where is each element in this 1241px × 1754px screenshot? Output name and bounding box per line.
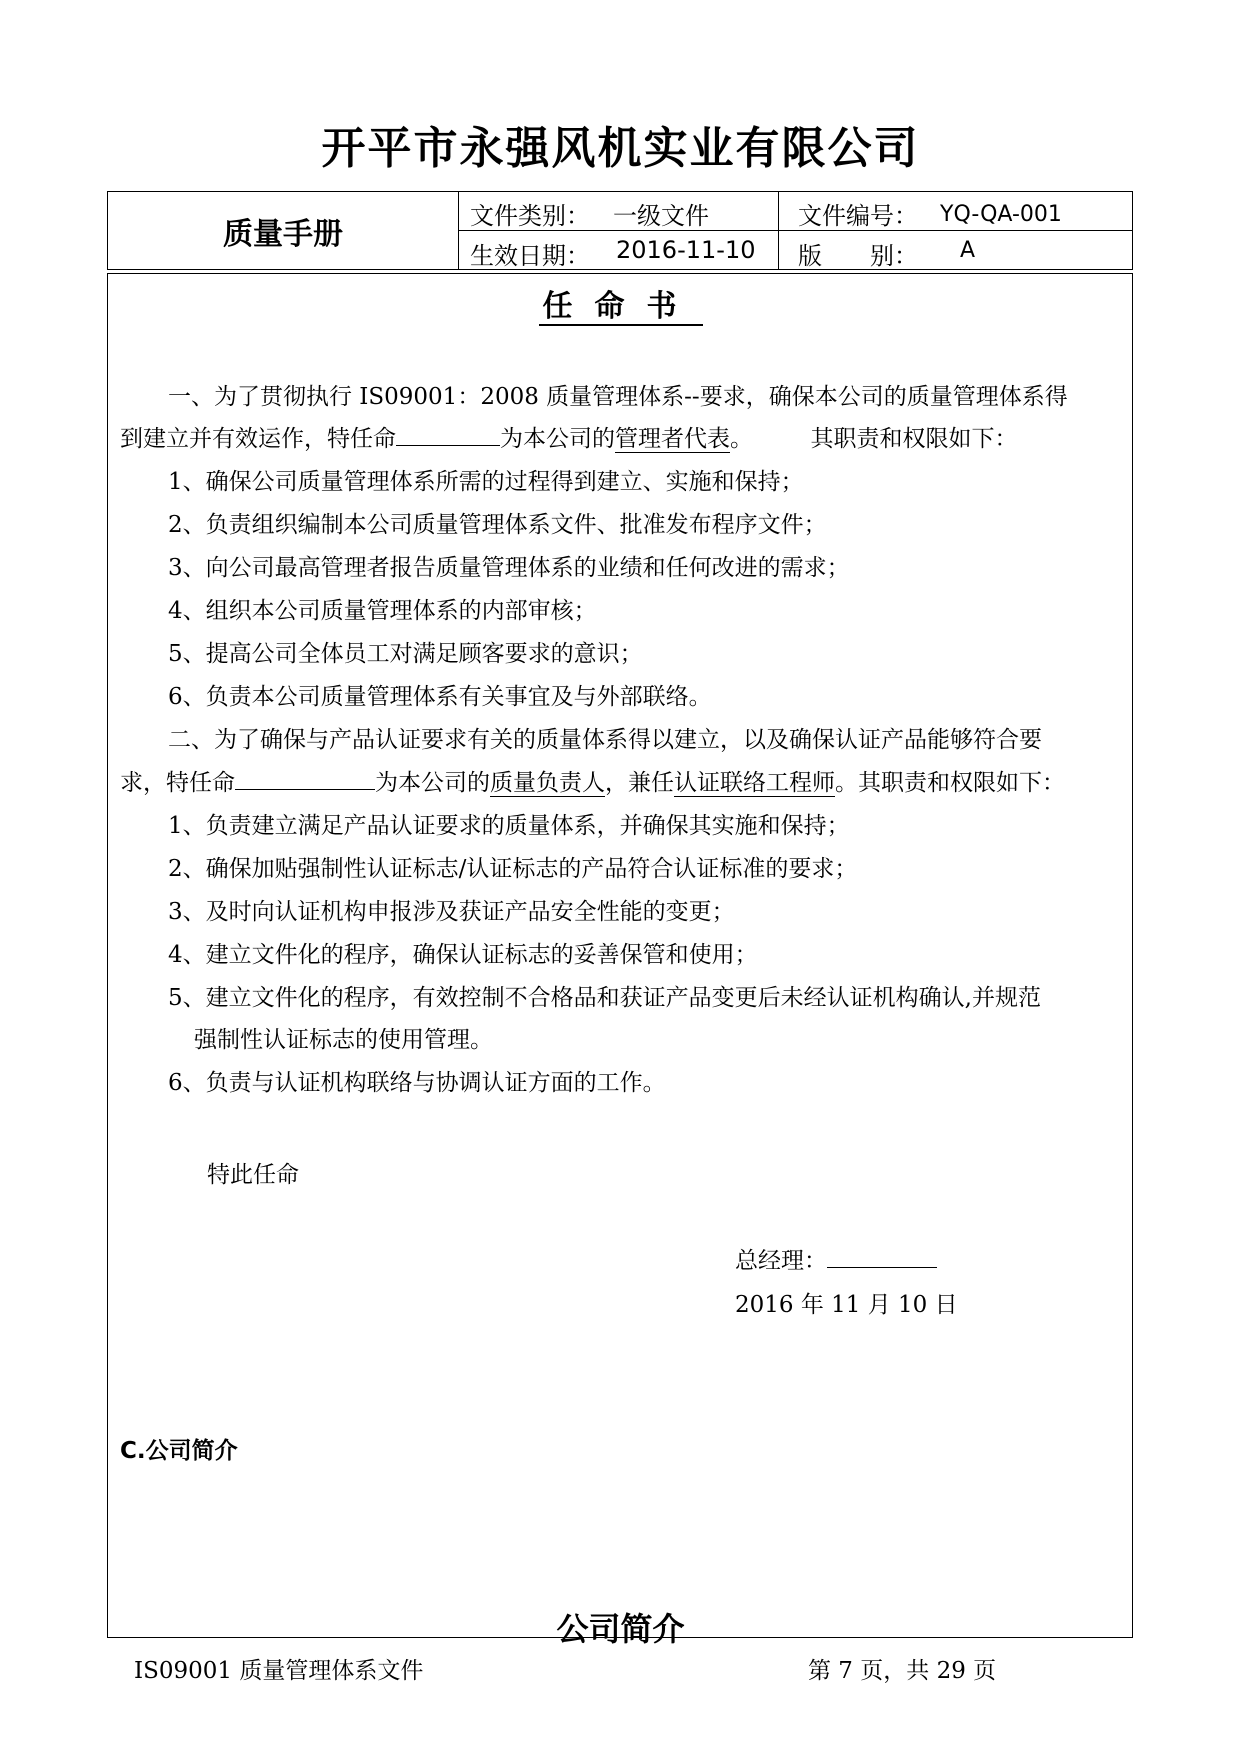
effective-date-label: 生效日期： <box>470 242 590 270</box>
list-item: 5、提高公司全体员工对满足顾客要求的意识； <box>168 641 643 667</box>
company-title: 开平市永强风机实业有限公司 <box>321 123 920 174</box>
category-value: 一级文件 <box>613 202 709 230</box>
list-item: 2、负责组织编制本公司质量管理体系文件、批准发布程序文件； <box>168 512 827 538</box>
signature-date: 2016 年 11 月 10 日 <box>735 1292 958 1318</box>
list-item: 3、及时向认证机构申报涉及获证产品安全性能的变更； <box>168 899 735 925</box>
name-blank <box>235 767 375 790</box>
signature-blank <box>827 1245 937 1268</box>
effective-date-value: 2016-11-10 <box>616 236 756 264</box>
name-blank <box>396 423 500 446</box>
footer-page-number: 第 7 页，共 29 页 <box>808 1658 997 1684</box>
doc-number-value: YQ-QA-001 <box>940 202 1062 227</box>
doc-number-label: 文件编号： <box>798 202 918 230</box>
signature-line: 总经理： <box>735 1242 937 1275</box>
version-label: 版 别： <box>798 242 918 270</box>
category-label: 文件类别： <box>470 202 590 230</box>
list-item: 4、建立文件化的程序，确保认证标志的妥善保管和使用； <box>168 942 758 968</box>
section2-appointment-line: 求，特任命 为本公司的质量负责人，兼任认证联络工程师。其职责和权限如下： <box>120 764 1065 797</box>
section-heading: 公司简介 <box>556 1610 685 1648</box>
header-column-divider <box>778 192 779 269</box>
list-item: 3、向公司最高管理者报告质量管理体系的业绩和任何改进的需求； <box>168 555 850 581</box>
list-item-continuation: 强制性认证标志的使用管理。 <box>194 1027 493 1053</box>
closing-text: 特此任命 <box>207 1162 299 1188</box>
list-item: 6、负责与认证机构联络与协调认证方面的工作。 <box>168 1070 666 1096</box>
list-item: 2、确保加贴强制性认证标志/认证标志的产品符合认证标准的要求； <box>168 856 858 882</box>
list-item: 5、建立文件化的程序，有效控制不合格品和获证产品变更后未经认证机构确认,并规范 <box>168 985 1041 1011</box>
list-item: 4、组织本公司质量管理体系的内部审核； <box>168 598 597 624</box>
section2-intro: 二、为了确保与产品认证要求有关的质量体系得以建立，以及确保认证产品能够符合要 <box>168 727 1042 753</box>
manual-name: 质量手册 <box>108 192 459 269</box>
list-item: 1、确保公司质量管理体系所需的过程得到建立、实施和保持； <box>168 469 804 495</box>
list-item: 1、负责建立满足产品认证要求的质量体系，并确保其实施和保持； <box>168 813 850 839</box>
version-value: A <box>960 238 976 263</box>
list-item: 6、负责本公司质量管理体系有关事宜及与外部联络。 <box>168 684 712 710</box>
footer-document-name: IS09001 质量管理体系文件 <box>134 1658 424 1684</box>
section1-appointment-line: 到建立并有效运作，特任命 为本公司的管理者代表。 其职责和权限如下： <box>120 420 1018 453</box>
document-header-table <box>107 191 1133 270</box>
section1-intro: 一、为了贯彻执行 IS09001：2008 质量管理体系--要求，确保本公司的质量管理体系得 <box>168 384 1068 410</box>
appointment-title: 任命书 <box>0 281 1241 325</box>
section-c-label: C.公司简介 <box>120 1438 238 1464</box>
